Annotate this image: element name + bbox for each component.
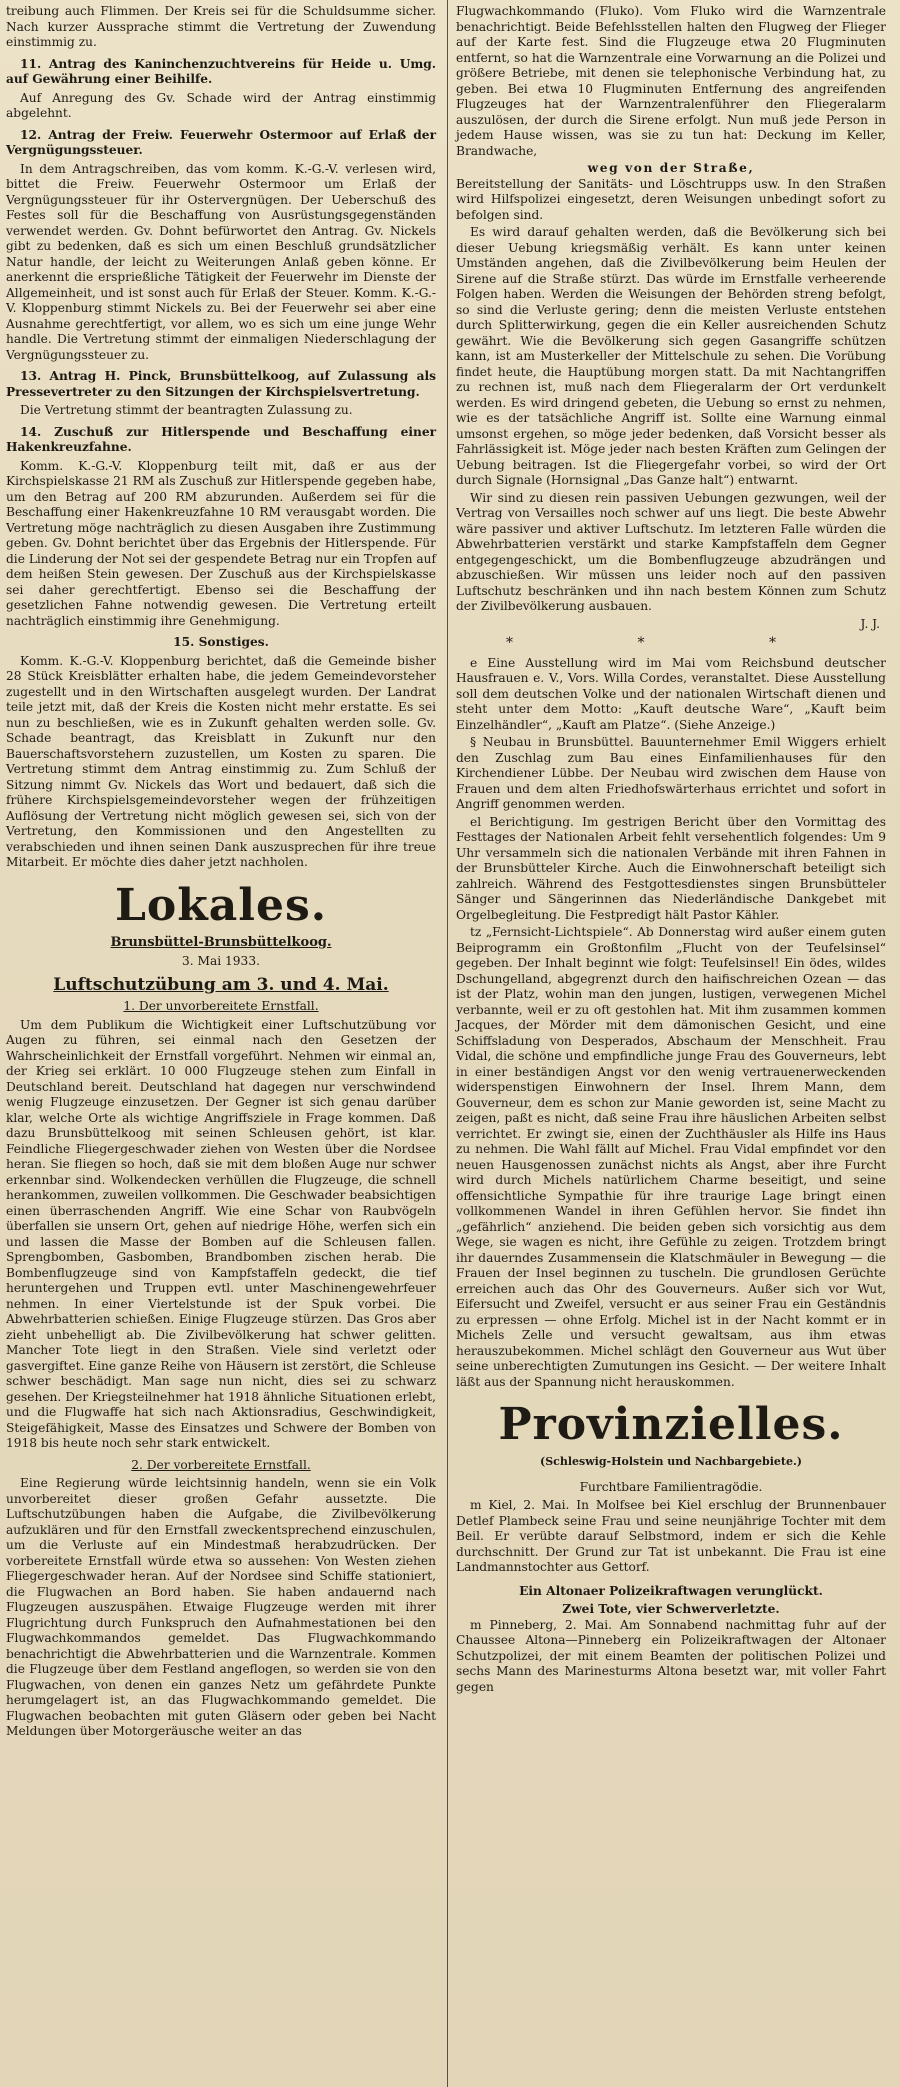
article-paragraph: Bereitstellung der Sanitäts- und Löschtrupps usw. In den Straßen wird Hilfspolizei eingesetzt, deren Weisungen unbedingt sofort zu befolgen sind. [456, 176, 886, 222]
section-separator: * * * [506, 635, 836, 651]
news-item-construction: § Neubau in Brunsbüttel. Bauunternehmer Emil Wiggers erhielt den Zuschlag zum Bau eines Einfamilienhauses für den Kirchendiener Lübbe. Der Neubau wird zwischen dem Hause von Frauen und dem alten Friedhofswärterhaus errichtet und sofort in Angriff genommen werden. [456, 735, 886, 811]
section-title-lokales: Lokales. [114, 879, 328, 931]
paragraph-carryover: treibung auch Flimmen. Der Kreis sei für die Schuldsumme sicher. Nach kurzer Aussprache stimmt die Vertretung der Zuwendung einstimmig zu. [6, 4, 436, 49]
item-14-heading: 14. Zuschuß zur Hitlerspende und Beschaffung einer Hakenkreuzfahne. [6, 424, 436, 454]
news-item-accident: m Pinneberg, 2. Mai. Am Sonnabend nachmittag fuhr auf der Chaussee Altona—Pinneberg ein Polizeikraftwagen der Altonaer Schutzpolizei, der mit einem Beamten der politischen Polizei und sechs Mann des Marinesturms Altona besetzt war, mit voller Fahrt gegen [456, 1617, 886, 1694]
article-paragraph: Es wird darauf gehalten werden, daß die Bevölkerung sich bei dieser Uebung kriegsmäßig verhält. Es kann unter keinen Umständen angehen, daß die Zivilbevölkerung beim Heulen der Sirene auf die Straße stürzt. Das würde im Ernstfalle verheerende Folgen haben. Werden die Weisungen der Behörden streng befolgt, so sind die Verluste gering; denn die meisten Verluste entstehen durch Splitterwirkung, gegen die ein Keller ausreichenden Schutz gewährt. Wie die Bevölkerung sich gegen Gasangriffe schützen kann, ist am Musterkeller der Mittelschule zu sehen. Die Vorübung findet heute, die Hauptübung morgen statt. Da mit Nachtangriffen zu rechnen ist, muß nach dem Fliegeralarm der Ort verdunkelt werden. Es wird dringend gebeten, die Uebung so ernst zu nehmen, wie es der tatsächliche Angriff ist. Sollte eine Warnung einmal umsonst ergehen, so möge jeder bedenken, daß Vorsicht besser als Fahrlässigkeit ist. Möge jeder nach besten Kräften zum Gelingen der Uebung beitragen. Ist die Fliegergefahr vorbei, so wird der Ort durch Signale (Hornsignal „Das Ganze halt“) entwarnt. [456, 225, 886, 487]
column-divider [447, 0, 448, 2087]
article-paragraph: Flugwachkommando (Fluko). Vom Fluko wird die Warnzentrale benachrichtigt. Beide Befehlsstellen halten den Flugweg der Flieger auf der Karte fest. Sind die Flugzeuge etwa 20 Flugminuten entfernt, so hat die Warnzentrale eine Vorwarnung an die Polizei und größere Betriebe, mit denen sie telephonische Verbindung hat, zu geben. Bei etwa 10 Flugminuten Entfernung des angreifenden Flugzeuges hat der Warnzentralenführer den Fliegeralarm auszulösen, der durch die Sirene erfolgt. Nun muß jede Person in jedem Hause wissen, was sie zu tun hat: Deckung im Keller, Brandwache, [456, 4, 886, 158]
section-subtitle: Brunsbüttel-Brunsbüttelkoog. [110, 934, 332, 950]
section-title-provinzielles: Provinzielles. [498, 1399, 844, 1450]
item-13-heading: 13. Antrag H. Pinck, Brunsbüttelkoog, auf Zulassung als Pressevertreter zu den Sitzungen der Kirchspielsvertretung. [6, 369, 436, 399]
dateline: 3. Mai 1933. [182, 954, 260, 968]
article-section-2: 2. Der vorbereitete Ernstfall. [131, 1457, 311, 1472]
news-headline: Furchtbare Familientragödie. [579, 1479, 763, 1494]
section-subtitle: (Schleswig-Holstein und Nachbargebiete.) [540, 1455, 802, 1468]
item-15-text: Komm. K.-G.-V. Kloppenburg berichtet, daß die Gemeinde bisher 28 Stück Kreisblätter erhalten habe, die jedem Gemeindevorsteher zugestellt und in den Wirtschaften ausgelegt wurden. Der Landrat teile jetzt mit, daß der Kreis die Kosten nicht mehr erstatte. Es sei nun zu beschließen, wie es in Zukunft gehalten werden solle. Gv. Schade beantragt, das Kreisblatt in Zukunft nur den Bauerschaftsvorstehern zuzustellen, um Kosten zu sparen. Die Vertretung stimmt dem Antrag einstimmig zu. Zum Schluß der Sitzung nimmt Gv. Nickels das Wort und bedauert, daß sich die frühere Kirchspielsgemeindevorsteher wegen der frühzeitigen Auflösung der Vertretung nicht möglich gewesen sei, sich von der Vertretung, den Kommissionen und den Angestellten zu verabschieden und ihnen seinen Dank auszusprechen für ihre treue Mitarbeit. Er möchte dies daher jetzt nachholen. [6, 653, 436, 869]
news-subheadline: Zwei Tote, vier Schwerverletzte. [562, 1602, 780, 1616]
article-paragraph: Um dem Publikum die Wichtigkeit einer Luftschutzübung vor Augen zu führen, sei einmal nach den Gesetzen der Wahrscheinlichkeit der Ernstfall vorgeführt. Nehmen wir einmal an, der Krieg sei erklärt. 10 000 Flugzeuge stehen zum Einfall in Deutschland bereit. Deutschland hat dagegen nur verschwindend wenig Flugzeuge einzusetzen. Der Gegner ist sich genau darüber klar, welche Orte als wichtige Angriffsziele in Frage kommen. Daß dazu Brunsbüttelkoog mit seinen Schleusen gehört, ist klar. Feindliche Fliegergeschwader ziehen von Westen über die Nordsee heran. Sie fliegen so hoch, daß sie mit dem bloßen Auge nur schwer erkennbar sind. Wolkendecken verhüllen die Flugzeuge, die schnell herankommen, zuweilen vollkommen. Die Geschwader beabsichtigen einen überraschenden Angriff. Wie eine Schar von Raubvögeln überfallen sie unsern Ort, gehen auf niedrige Höhe, werfen sich ein und lassen die Masse der Bomben auf die Schleusen fallen. Sprengbomben, Gasbomben, Brandbomben zischen herab. Die Bombenflugzeuge sind von Kampfstaffeln gedeckt, die tief heruntergehen und Truppen evtl. unter Maschinengewehrfeuer nehmen. In einer Viertelstunde ist der Spuk vorbei. Die Abwehrbatterien schießen. Einige Flugzeuge stürzen. Das Gros aber zieht unbehelligt ab. Die Zivilbevölkerung hat schwer gelitten. Mancher Tote liegt in den Straßen. Viele sind verletzt oder gasvergiftet. Eine ganze Reihe von Häusern ist zerstört, die Schleuse schwer beschädigt. Man sage nun nicht, dies sei zu schwarz gesehen. Der Kriegsteilnehmer hat 1918 ähnliche Situationen erlebt, und die Flugwaffe hat sich nach Aktionsradius, Geschwindigkeit, Steigefähigkeit, Masse des Einsatzes und Schwere der Bomben von 1918 bis heute noch sehr stark entwickelt. [6, 1017, 436, 1450]
article-section-1: 1. Der unvorbereitete Ernstfall. [123, 999, 319, 1013]
article-paragraph: Wir sind zu diesen rein passiven Uebungen gezwungen, weil der Vertrag von Versailles noch schwer auf uns liegt. Die beste Abwehr wäre passiver und aktiver Luftschutz. Im letzteren Falle würden die Abwehrbatterien verstärkt und starke Kampfstaffeln dem Gegner entgegengeschickt, um die Bombenflugzeuge abzudrängen und abzuschießen. Wir müssen uns leider noch auf den passiven Luftschutz beschränken und ihn nach bestem Können zum Schutz der Zivilbevölkerung ausbauen. [456, 490, 886, 613]
article-paragraph: Eine Regierung würde leichtsinnig handeln, wenn sie ein Volk unvorbereitet dieser großen Gefahr aussetzte. Die Luftschutzübungen haben die Aufgabe, die Zivilbevölkerung aufzuklären und für den Ernstfall zweckentsprechend einzuschulen, um die Verluste auf ein Mindestmaß herabzudrücken. Der vorbereitete Ernstfall würde etwa so aussehen: Von Westen ziehen Fliegergeschwader heran. Auf der Nordsee sind Schiffe stationiert, die Flugwachen an Bord haben. Sie haben andauernd nach Flugzeugen auszuspähen. Etwaige Flugzeuge werden mit ihrer Flugrichtung durch Funkspruch den Aufnahmestationen bei den Flugwachkommandos gemeldet. Das Flugwachkommando benachrichtigt die Abwehrbatterien und die Warnzentrale. Kommen die Flugzeuge über dem Festland angeflogen, so werden sie von den Flugwachen, von denen ein ganzes Netz um gefährdete Punkte herumgelagert ist, an das Flugwachkommando gemeldet. Die Flugwachen beobachten mit guten Gläsern oder geben bei Nacht Meldungen über Motorgeräusche weiter an das [6, 1476, 436, 1738]
article-headline: Luftschutzübung am 3. und 4. Mai. [53, 974, 389, 995]
author-signature: J. J. [860, 616, 880, 631]
item-11-text: Auf Anregung des Gv. Schade wird der Antrag einstimmig abgelehnt. [6, 90, 436, 120]
news-item-cinema: tz „Fernsicht-Lichtspiele“. Ab Donnerstag wird außer einem guten Beiprogramm ein Großtonfilm „Flucht von der Teufelsinsel“ gegeben. Der Inhalt beginnt wie folgt: Teufelsinsel! Ein ödes, wildes Dschungelland, abgegrenzt durch den haifischreichen Ozean — das ist der Platz, wohin man den jungen, lustigen, verwegenen Michel verbannte, weil er zu oft gestohlen hat. Mit ihm zusammen kommen Jacques, der Mörder mit dem dämonischen Gesicht, und eine Schiffsladung von Desperados, Abschaum der Menschheit. Frau Vidal, die schöne und empfindliche junge Frau des Gouverneurs, lebt in einer beständigen Angst vor den wenig vertrauenerweckenden widerspenstigen Einwohnern der Insel. Ihrem Mann, dem Gouverneur, dem es schon zur Manie geworden ist, seine Macht zu zeigen, paßt es nicht, daß seine Frau ihre häuslichen Arbeiten selbst verrichtet. Er zwingt sie, einen der Zuchthäusler als Hilfe ins Haus zu nehmen. Die Wahl fällt auf Michel. Frau Vidal empfindet vor den neuen Hausgenossen zunächst nichts als Angst, aber ihre Furcht wird durch Michels natürlichem Charme beseitigt, und seine offensichtliche Sympathie für ihre traurige Lage bringt einen vollkommenen Wandel in ihren Gefühlen hervor. Sie findet ihn „gefährlich“ anziehend. Die beiden geben sich vorsichtig aus dem Wege, sie wagen es nicht, ihre Gefühle zu zeigen. Trotzdem bringt ihr dauerndes Zusammensein die Klatschmäuler in Bewegung — die Frauen der Insel beginnen zu tuscheln. Die grundlosen Gerüchte erreichen auch das Ohr des Gouverneurs. Außer sich vor Wut, Eifersucht und Zweifel, versucht er aus seiner Frau ein Geständnis zu erpressen — ohne Erfolg. Michel ist in der Nacht kommt er in Michels Zelle und versucht gewaltsam, aus ihm etwas herauszubekommen. Michel schlägt den Gouverneur aus Wut über seine unberechtigten Zumutungen ins Gesicht. — Der weitere Inhalt läßt aus der Spannung nicht herauskommen. [456, 925, 886, 1389]
news-item-correction: el Berichtigung. Im gestrigen Bericht über den Vormittag des Festtages der Nationalen Arbeit fehlt versehentlich folgendes: Um 9 Uhr versammeln sich die nationalen Verbände mit ihren Fahnen in der Brunsbütteler Kirche. Auch die Einwohnerschaft beteiligt sich zahlreich. Während des Festgottesdienstes singen Brunsbütteler Sänger und Sängerinnen das Niederländische Dankgebet mit Orgelbegleitung. Die Festpredigt hält Pastor Kähler. [456, 814, 886, 922]
news-item-exhibition: e Eine Ausstellung wird im Mai vom Reichsbund deutscher Hausfrauen e. V., Vors. Willa Cordes, veranstaltet. Diese Ausstellung soll dem deutschen Volke und der nationalen Wirtschaft dienen und steht unter dem Motto: „Kauft deutsche Ware“, „Kauft beim Einzelhändler“, „Kauft am Platze“. (Siehe Anzeige.) [456, 655, 886, 732]
item-15-heading: 15. Sonstiges. [173, 635, 269, 649]
item-13-text: Die Vertretung stimmt der beantragten Zulassung zu. [20, 403, 353, 417]
left-column [6, 4, 436, 1742]
item-14-text: Komm. K.-G.-V. Kloppenburg teilt mit, daß er aus der Kirchspielskasse 21 RM als Zuschuß zur Hitlerspende gegeben habe, um den Betrag auf 200 RM abzurunden. Außerdem sei für die Beschaffung einer Hakenkreuzfahne 10 RM verausgabt worden. Die Vertretung möge nachträglich zu diesen Ausgaben ihre Zustimmung geben. Gv. Dohnt berichtet über das Ergebnis der Hitlerspende. Für die Linderung der Not sei der gespendete Betrag nur ein Tropfen auf dem heißen Stein gewesen. Der Zuschuß aus der Kirchspielskasse sei daher gerechtfertigt. Ebenso sei die Beschaffung der gesetzlichen Fahne notwendig gewesen. Die Vertretung erteilt nachträglich einstimmig ihre Genehmigung. [6, 458, 436, 628]
news-item-family-tragedy: m Kiel, 2. Mai. In Molfsee bei Kiel erschlug der Brunnenbauer Detlef Plambeck seine Frau und seine neunjährige Tochter mit dem Beil. Er verübte darauf Selbstmord, indem er sich die Kehle durchschnitt. Der Grund zur Tat ist unbekannt. Die Frau ist eine Landmannstochter aus Gettorf. [456, 1498, 886, 1574]
item-12-text: In dem Antragschreiben, das vom komm. K.-G.-V. verlesen wird, bittet die Freiw. Feuerwehr Ostermoor um Erlaß der Vergnügungssteuer für ihr Ostervergnügen. Der Ueberschuß des Festes soll für die Beschaffung von Ausrüstungsgegenständen verwendet werden. Gv. Dohnt befürwortet den Antrag. Gv. Nickels gibt zu bedenken, daß es sich um einen Beschluß grundsätzlicher Natur handle, der leicht zu Weiterungen Anlaß geben könne. Er anerkennt die ersprießliche Tätigkeit der Feuerwehr im Dienste der Allgemeinheit, und ist sonst auch für Erlaß der Steuer. Komm. K.-G.-V. Kloppenburg stimmt Nickels zu. Bei der Feuerwehr sei aber eine Ausnahme gerechtfertigt, vor allem, wo es sich um eine junge Wehr handle. Die Vertretung stimmt der einmaligen Niederschlagung der Vergnügungssteuer zu. [6, 161, 436, 362]
right-column [456, 4, 886, 1697]
emphasis-line: weg von der Straße, [587, 161, 755, 175]
item-11-heading: 11. Antrag des Kaninchenzuchtvereins für Heide u. Umg. auf Gewährung einer Beihilfe. [6, 56, 436, 86]
news-headline: Ein Altonaer Polizeikraftwagen verunglückt. [519, 1583, 823, 1598]
item-12-heading: 12. Antrag der Freiw. Feuerwehr Ostermoor auf Erlaß der Vergnügungssteuer. [6, 127, 436, 157]
